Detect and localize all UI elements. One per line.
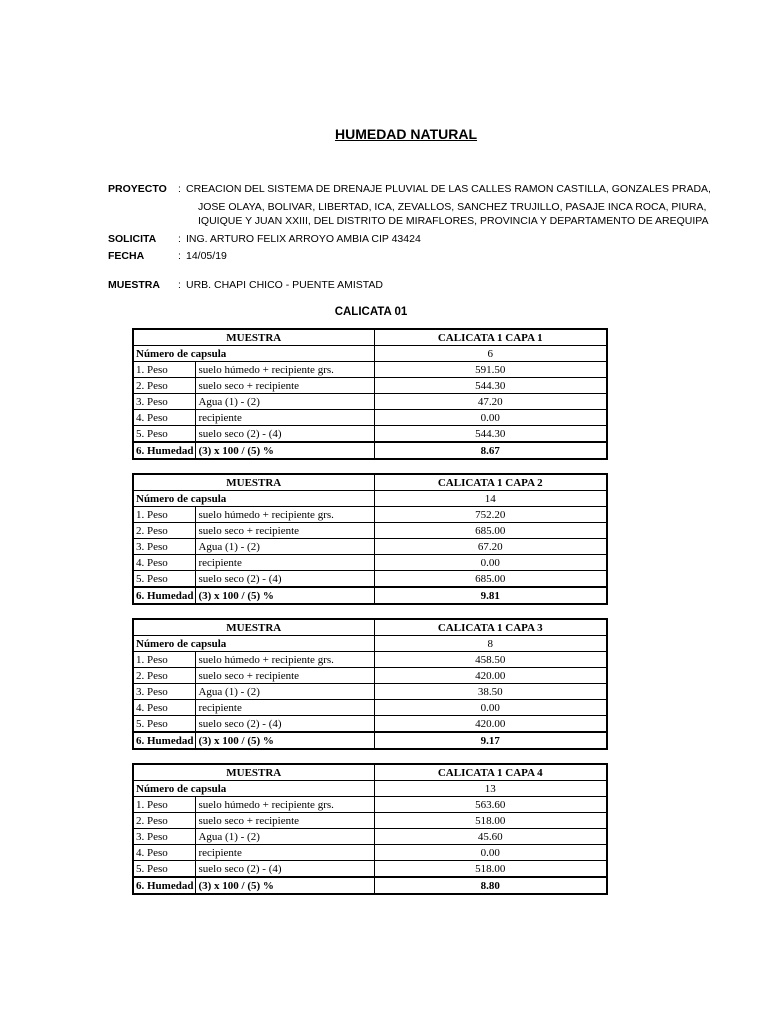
row-label: 5. Peso [133,716,196,733]
fecha-label: FECHA [108,250,145,262]
capsula-label: Número de capsula [133,346,374,362]
cell-value: 563.60 [374,797,607,813]
table-header-row [133,329,607,346]
proyecto-line-2: JOSE OLAYA, BOLIVAR, LIBERTAD, ICA, ZEVALLOS, SANCHEZ TRUJILLO, PASAJE INCA ROCA, PIURA, [198,201,707,213]
cell-value: 0.00 [374,410,607,426]
capsula-label: Número de capsula [133,781,374,797]
row-label: 2. Peso [133,378,196,394]
row-label: 3. Peso [133,684,196,700]
row-label: 5. Peso [133,426,196,443]
cell-value: 685.00 [374,523,607,539]
row-label: 5. Peso [133,571,196,588]
row-desc: (3) x 100 / (5) % [196,877,374,894]
proyecto-line-1: CREACION DEL SISTEMA DE DRENAJE PLUVIAL DE LAS CALLES RAMON CASTILLA, GONZALES PRADA, [186,183,711,195]
table-header-row [133,474,607,491]
row-desc: recipiente [196,555,374,571]
cell-value: 458.50 [374,652,607,668]
table-row [133,346,607,362]
muestra-label: MUESTRA [108,279,160,291]
row-desc: recipiente [196,410,374,426]
table-row [133,845,607,861]
row-label: 5. Peso [133,861,196,878]
table-row [133,523,607,539]
row-label: 4. Peso [133,410,196,426]
row-desc: Agua (1) - (2) [196,394,374,410]
table-row [133,539,607,555]
muestra-header: MUESTRA [133,764,374,781]
proyecto-line-3: IQUIQUE Y JUAN XXIII, DEL DISTRITO DE MIRAFLORES, PROVINCIA Y DEPARTAMENTO DE AREQUIPA [198,215,709,227]
cell-value: 0.00 [374,555,607,571]
humedad-value: 9.17 [374,732,607,749]
row-desc: suelo húmedo + recipiente grs. [196,652,374,668]
row-desc: recipiente [196,700,374,716]
capsula-label: Número de capsula [133,491,374,507]
colon: : [178,183,181,195]
table-row [133,636,607,652]
cell-value: 47.20 [374,394,607,410]
row-desc: suelo húmedo + recipiente grs. [196,507,374,523]
table-row [133,410,607,426]
cell-value: 0.00 [374,700,607,716]
results-table [132,618,608,750]
row-desc: Agua (1) - (2) [196,829,374,845]
proyecto-label: PROYECTO [108,183,167,195]
row-desc: suelo seco (2) - (4) [196,426,374,443]
capsula-value: 6 [374,346,607,362]
solicita-label: SOLICITA [108,233,157,245]
humedad-value: 9.81 [374,587,607,604]
colon: : [178,250,181,262]
humedad-row [133,442,607,459]
humedad-row [133,587,607,604]
row-desc: suelo seco (2) - (4) [196,716,374,733]
cell-value: 420.00 [374,668,607,684]
row-desc: suelo seco (2) - (4) [196,861,374,878]
row-desc: suelo húmedo + recipiente grs. [196,797,374,813]
row-label: 3. Peso [133,394,196,410]
cell-value: 518.00 [374,861,607,878]
row-desc: suelo seco + recipiente [196,813,374,829]
capsula-label: Número de capsula [133,636,374,652]
row-label: 3. Peso [133,829,196,845]
cell-value: 45.60 [374,829,607,845]
table-row [133,394,607,410]
row-desc: suelo seco + recipiente [196,523,374,539]
cell-value: 0.00 [374,845,607,861]
table-row [133,362,607,378]
solicita-value: ING. ARTURO FELIX ARROYO AMBIA CIP 43424 [186,233,421,245]
cell-value: 420.00 [374,716,607,733]
table-row [133,491,607,507]
table-row [133,861,607,878]
table-row [133,797,607,813]
row-desc: recipiente [196,845,374,861]
row-desc: (3) x 100 / (5) % [196,442,374,459]
table-row [133,781,607,797]
row-label: 6. Humedad [133,442,196,459]
row-desc: (3) x 100 / (5) % [196,587,374,604]
humedad-row [133,732,607,749]
muestra-header: MUESTRA [133,474,374,491]
row-desc: Agua (1) - (2) [196,539,374,555]
table-row [133,684,607,700]
humedad-row [133,877,607,894]
sample-name: CALICATA 1 CAPA 3 [374,619,607,636]
table-row [133,555,607,571]
page-title: HUMEDAD NATURAL [334,126,478,142]
table-row [133,813,607,829]
row-label: 1. Peso [133,797,196,813]
row-label: 2. Peso [133,813,196,829]
results-table [132,328,608,460]
table-row [133,716,607,733]
capsula-value: 13 [374,781,607,797]
row-label: 2. Peso [133,668,196,684]
table-row [133,507,607,523]
table-row [133,700,607,716]
row-label: 1. Peso [133,362,196,378]
table-row [133,426,607,443]
humedad-value: 8.67 [374,442,607,459]
muestra-header: MUESTRA [133,619,374,636]
capsula-value: 14 [374,491,607,507]
table-row [133,829,607,845]
section-title: CALICATA 01 [334,306,408,318]
cell-value: 38.50 [374,684,607,700]
capsula-value: 8 [374,636,607,652]
muestra-value: URB. CHAPI CHICO - PUENTE AMISTAD [186,279,383,291]
row-label: 6. Humedad [133,877,196,894]
cell-value: 67.20 [374,539,607,555]
cell-value: 752.20 [374,507,607,523]
row-label: 4. Peso [133,845,196,861]
row-label: 1. Peso [133,507,196,523]
row-desc: suelo seco + recipiente [196,378,374,394]
row-desc: Agua (1) - (2) [196,684,374,700]
colon: : [178,233,181,245]
table-row [133,652,607,668]
table-row [133,668,607,684]
cell-value: 591.50 [374,362,607,378]
table-row [133,571,607,588]
row-label: 6. Humedad [133,732,196,749]
row-label: 3. Peso [133,539,196,555]
row-desc: suelo seco (2) - (4) [196,571,374,588]
table-header-row [133,764,607,781]
muestra-header: MUESTRA [133,329,374,346]
row-label: 2. Peso [133,523,196,539]
colon: : [178,279,181,291]
cell-value: 544.30 [374,378,607,394]
table-row [133,378,607,394]
row-label: 1. Peso [133,652,196,668]
row-label: 6. Humedad [133,587,196,604]
row-label: 4. Peso [133,555,196,571]
results-table [132,763,608,895]
cell-value: 544.30 [374,426,607,443]
sample-name: CALICATA 1 CAPA 1 [374,329,607,346]
row-desc: (3) x 100 / (5) % [196,732,374,749]
row-label: 4. Peso [133,700,196,716]
table-header-row [133,619,607,636]
humedad-value: 8.80 [374,877,607,894]
sample-name: CALICATA 1 CAPA 2 [374,474,607,491]
row-desc: suelo húmedo + recipiente grs. [196,362,374,378]
fecha-value: 14/05/19 [186,250,227,262]
cell-value: 685.00 [374,571,607,588]
cell-value: 518.00 [374,813,607,829]
row-desc: suelo seco + recipiente [196,668,374,684]
sample-name: CALICATA 1 CAPA 4 [374,764,607,781]
results-table [132,473,608,605]
